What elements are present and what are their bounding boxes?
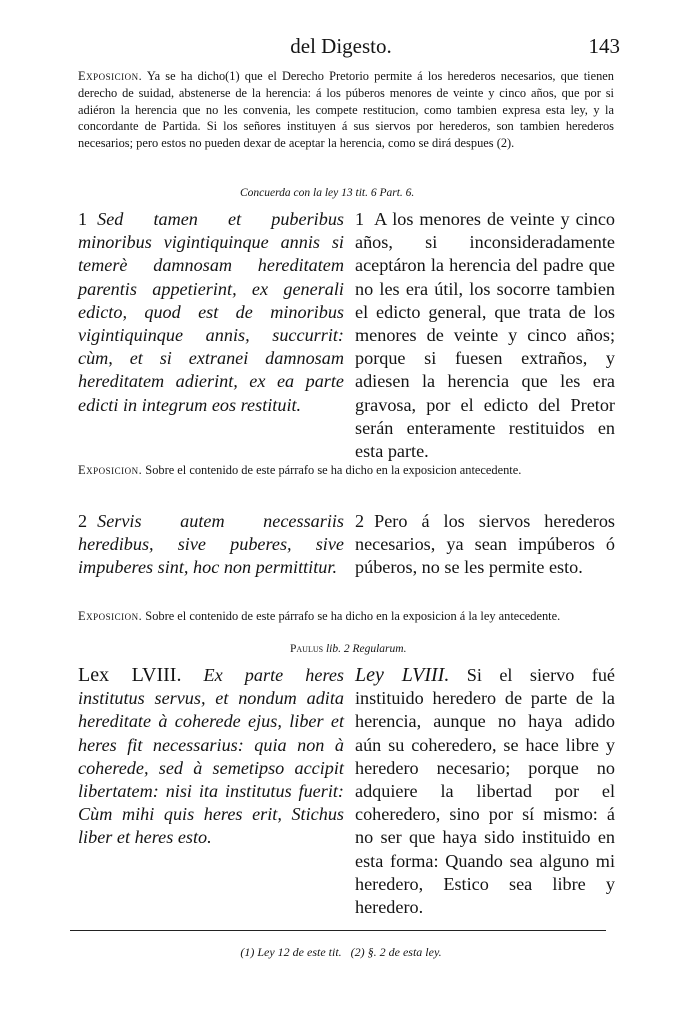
source-citation <box>290 643 406 655</box>
running-header: del Digesto. <box>290 34 392 58</box>
exposition-3 <box>78 608 614 625</box>
latin-text: Servis autem necessariis heredibus, sive puberes, sive impuberes sint, hoc non permittitur. <box>78 511 344 578</box>
ley-spanish <box>355 664 615 919</box>
ley-heading: Ley LVIII. <box>355 664 450 686</box>
exposition-label: Exposicion. <box>78 69 143 83</box>
latin-text: Ex parte heres institutus servus, et nondum adita hereditate à coherede ejus, liber et heres fit necessarius: quia non à coherede, sed à semetipso accipit libertatem: nisi ita institutus fuerit: Cùm mihi quis heres erit, Stichus liber et heres esto. <box>78 665 344 848</box>
exposition-2 <box>78 462 614 479</box>
exposition-1 <box>78 68 614 152</box>
exposition-label: Exposicion. <box>78 609 143 623</box>
footnote-2: (2) §. 2 de esta ley. <box>350 945 442 959</box>
section-2-spanish <box>355 510 615 580</box>
concordance-note: Concuerda con la ley 13 tit. 6 Part. 6. <box>240 187 415 199</box>
footnote-1: (1) Ley 12 de este tit. <box>240 945 342 959</box>
section-1-latin <box>78 208 344 417</box>
section-number: 2 <box>355 511 365 531</box>
section-number: 1 <box>78 209 88 229</box>
section-2-latin <box>78 510 344 580</box>
exposition-text: Ya se ha dicho(1) que el Derecho Pretorio permite á los herederos necesarios, que tienen derecho de suidad, abstenerse de la herencia: á los púberos menores de veinte y cinco años, que por si adiéron la herencia que no les convenia, les compete restitucion, como tambien expresa esta ley, y la concordante de Partida. Si los señores instituyen á sus siervos por herederos, son tambien herederos necesarios; pero estos no pueden dexar de aceptar la herencia, como se dirá despues (2). <box>78 69 615 151</box>
section-1-spanish <box>355 208 615 463</box>
source-work: lib. 2 Regularum. <box>325 643 407 655</box>
spanish-text: Pero á los siervos herederos necesarios, ya sean impúberos ó púberos, no se les permite esto. <box>355 511 615 578</box>
section-number: 2 <box>78 511 88 531</box>
page-number: 143 <box>588 34 620 58</box>
footnote-rule <box>70 930 606 931</box>
exposition-text: Sobre el contenido de este párrafo se ha dicho en la exposicion antecedente. <box>145 463 522 477</box>
footnotes <box>0 945 682 960</box>
exposition-label: Exposicion. <box>78 463 143 477</box>
section-number: 1 <box>355 209 365 229</box>
lex-latin <box>78 664 344 850</box>
source-author: Paulus <box>290 643 324 655</box>
spanish-text: A los menores de veinte y cinco años, si inconsideradamente aceptáron la herencia del padre que no les era útil, los socorre tambien el edicto general, que trata de los menores de veinte y cinco años; porque si fuesen extraños, y adiesen la herencia que les era gravosa, por el edicto del Pretor serán enteramente restituidos en esta parte. <box>355 209 615 462</box>
exposition-text: Sobre el contenido de este párrafo se ha dicho en la exposicion á la ley antecedente. <box>145 609 561 623</box>
latin-text: Sed tamen et puberibus minoribus vigintiquinque annis si temerè damnosam hereditatem parentis appetierint, ex generali edicto, quod est de minoribus vigintiquinque annis, succurrit: cùm, et si extranei damnosam hereditatem adierint, ex ea parte edicti in integrum eos restituit. <box>78 209 344 415</box>
lex-heading: Lex LVIII. <box>78 664 182 686</box>
spanish-text: Si el siervo fué instituido heredero de parte de la herencia, aunque no haya adido aún su coheredero, se hace libre y heredero necesario; porque no adquiere la libertad por el coheredero, sino por sí mismo: á no ser que haya sido instituido en esta forma: Quando sea alguno mi heredero, Estico sea libre y heredero. <box>355 665 615 918</box>
